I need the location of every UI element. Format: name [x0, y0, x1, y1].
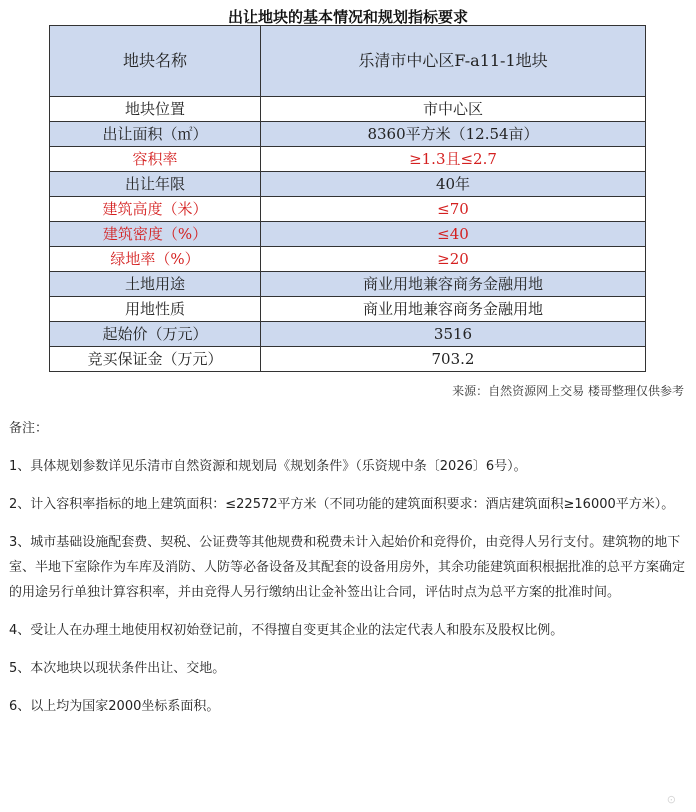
row-label: 土地用途 — [50, 272, 261, 297]
table-row-area — [50, 122, 646, 147]
row-value: ≥20 — [261, 247, 646, 272]
note-item: 1、具体规划参数详见乐清市自然资源和规划局《规划条件》（乐资规中条〔2026〕6号）。 — [9, 459, 527, 474]
row-value: 商业用地兼容商务金融用地 — [261, 297, 646, 322]
notes-section — [9, 416, 687, 719]
row-label: 容积率 — [50, 147, 261, 172]
table-row-location — [50, 97, 646, 122]
source-note: 来源：自然资源网上交易 楼哥整理仅供参考 — [452, 384, 684, 398]
row-label: 出让面积（㎡） — [50, 122, 261, 147]
row-label: 绿地率（%） — [50, 247, 261, 272]
note-item: 5、本次地块以现状条件出让、交地。 — [9, 661, 226, 676]
table-row-green-ratio — [50, 247, 646, 272]
table-row-deposit — [50, 347, 646, 372]
table-row-plot-ratio — [50, 147, 646, 172]
row-label: 建筑密度（%） — [50, 222, 261, 247]
note-item: 2、计入容积率指标的地上建筑面积：≤22572平方米（不同功能的建筑面积要求：酒店建筑面积≥16000平方米）。 — [9, 497, 675, 512]
header-label: 地块名称 — [50, 26, 261, 97]
row-value: 商业用地兼容商务金融用地 — [261, 272, 646, 297]
row-value: 703.2 — [261, 347, 646, 372]
row-value: 市中心区 — [261, 97, 646, 122]
page-title: 出让地块的基本情况和规划指标要求 — [227, 8, 468, 26]
table-row-term — [50, 172, 646, 197]
row-label: 用地性质 — [50, 297, 261, 322]
row-value: ≤40 — [261, 222, 646, 247]
header-value: 乐清市中心区F-a11-1地块 — [261, 26, 646, 97]
note-item: 6、以上均为国家2000坐标系面积。 — [9, 699, 220, 714]
table-row-building-height — [50, 197, 646, 222]
row-label: 竞买保证金（万元） — [50, 347, 261, 372]
note-item: 3、城市基础设施配套费、契税、公证费等其他规费和税费未计入起始价和竞得价，由竞得人另行支付。建筑物的地下室、半地下室除作为车库及消防、人防等必备设备及其配套的设备用房外，其余功能建筑面积根据批准的总平方案确定的用途另行单独计算容积率，并由竞得人另行缴纳出让金补签出让合同，评估时点为总平方案的批准时间。 — [9, 535, 686, 600]
row-value: 40年 — [261, 172, 646, 197]
row-label: 出让年限 — [50, 172, 261, 197]
info-table — [49, 25, 646, 372]
row-label: 建筑高度（米） — [50, 197, 261, 222]
row-value: ≤70 — [261, 197, 646, 222]
note-item: 4、受让人在办理土地使用权初始登记前，不得擅自变更其企业的法定代表人和股东及股权比例。 — [9, 623, 564, 638]
table-row-starting-price — [50, 322, 646, 347]
table-header-row — [50, 26, 646, 97]
table-row-building-density — [50, 222, 646, 247]
row-value: 3516 — [261, 322, 646, 347]
table-row-land-nature — [50, 297, 646, 322]
row-value: 8360平方米（12.54亩） — [261, 122, 646, 147]
notes-heading: 备注： — [9, 421, 49, 436]
row-value: ≥1.3且≤2.7 — [261, 147, 646, 172]
row-label: 起始价（万元） — [50, 322, 261, 347]
row-label: 地块位置 — [50, 97, 261, 122]
watermark-logo: ⊙ — [666, 793, 676, 806]
table-row-land-use — [50, 272, 646, 297]
